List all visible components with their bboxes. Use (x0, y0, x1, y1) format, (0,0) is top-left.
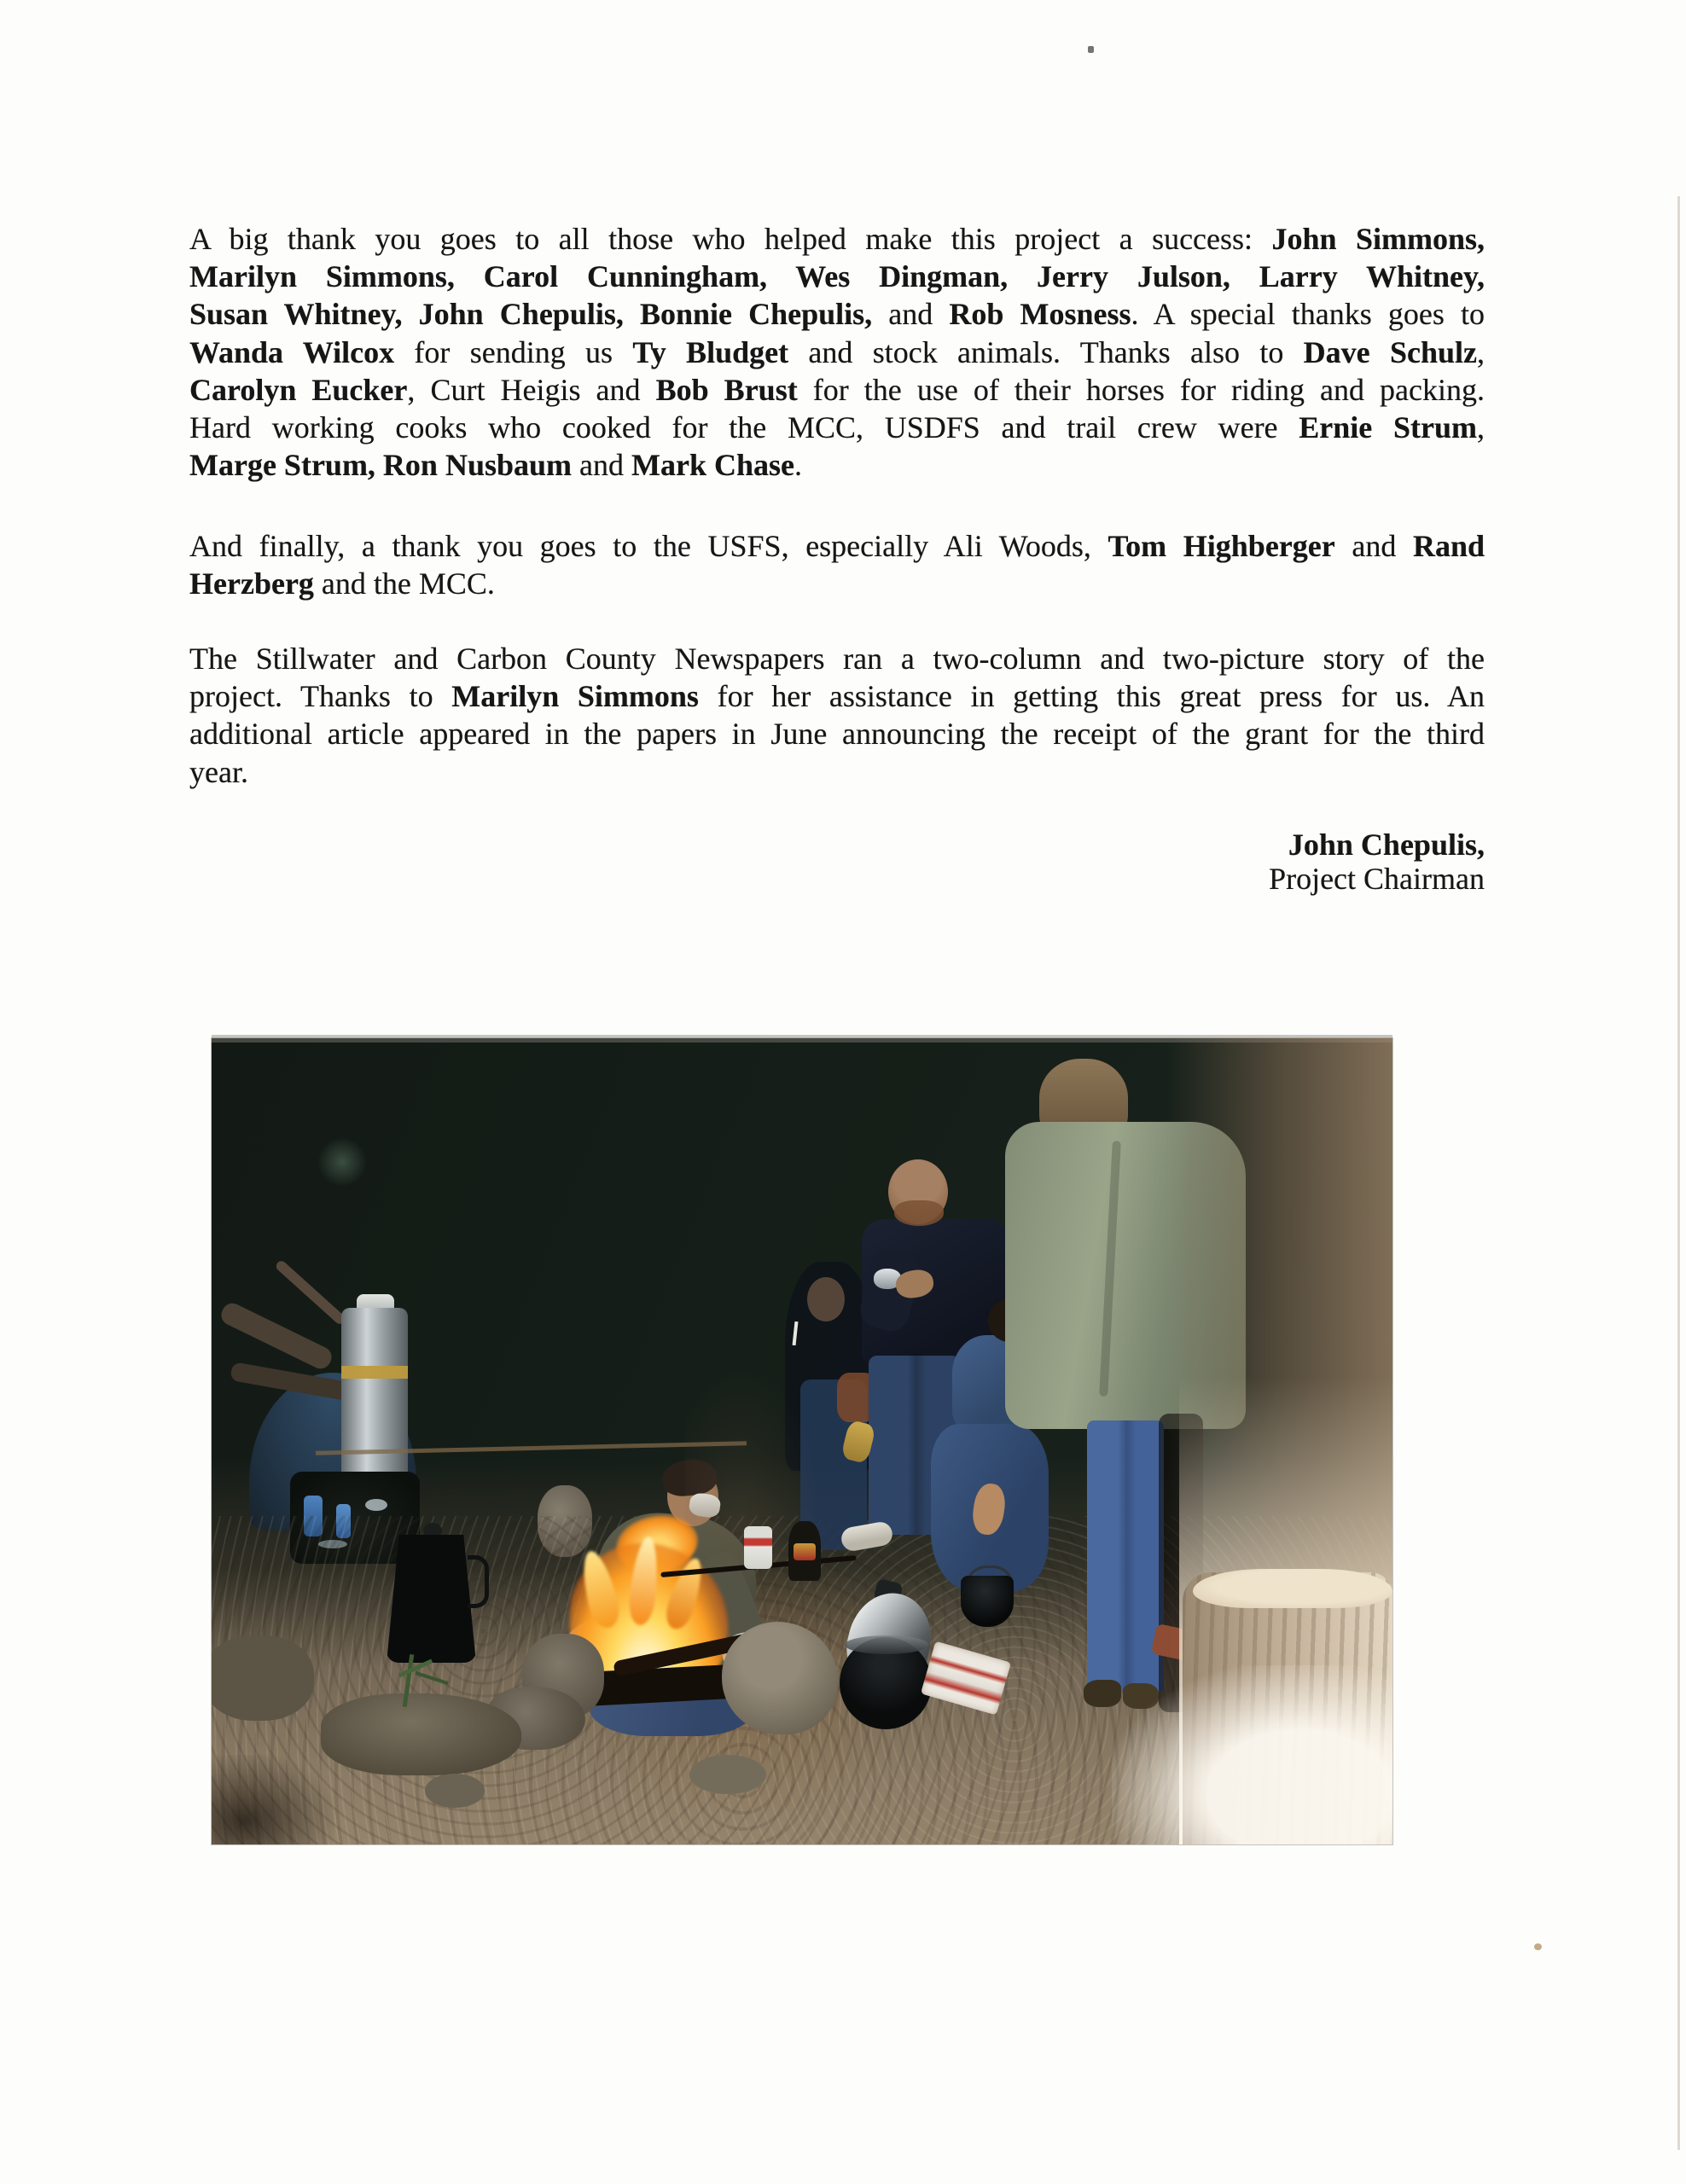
lens-flare-circle (317, 1137, 367, 1187)
text-line: Wanda Wilcox for sending us Ty Bludget and stock animals. Thanks also to Dave Schulz, (189, 334, 1485, 369)
small-stone (425, 1774, 485, 1808)
scan-edge-line (1677, 196, 1680, 2150)
newspaper-story-paragraph (189, 640, 1485, 791)
signature-name: John Chepulis, (1288, 828, 1485, 862)
text-line: A big thank you goes to all those who helped make this project a success: John Simmons, (189, 222, 1485, 256)
dark-corner-shadow (212, 1755, 334, 1844)
tree-stump-cut-top (1193, 1569, 1392, 1608)
beer-can (744, 1526, 772, 1569)
signature-block (189, 828, 1485, 896)
small-black-pot (961, 1576, 1014, 1627)
signature-title: Project Chairman (1269, 862, 1485, 896)
small-stone (689, 1755, 766, 1794)
standing-man-beard (894, 1200, 944, 1226)
campfire-photo (212, 1038, 1392, 1844)
bright-flare-blob (1112, 1665, 1392, 1844)
text-line: additional article appeared in the papers in June announcing the receipt of the grant for the third (189, 717, 1485, 752)
coffee-pot (387, 1535, 476, 1663)
foreground-rock (321, 1693, 521, 1775)
firewood-branch (274, 1259, 346, 1327)
usfs-thanks-paragraph (189, 527, 1485, 602)
text-line: project. Thanks to Marilyn Simmons for her assistance in getting this great press for us. An (189, 679, 1485, 714)
text-line: Marilyn Simmons, Carol Cunningham, Wes Dingman, Jerry Julson, Larry Whitney, (189, 259, 1485, 294)
scan-speck (1534, 1943, 1542, 1950)
text-line: Susan Whitney, John Chepulis, Bonnie Chepulis, and Rob Mosness. A special thanks goes to (189, 297, 1485, 332)
text-line: Carolyn Eucker, Curt Heigis and Bob Brust for the use of their horses for riding and packing. (189, 372, 1485, 407)
metal-glint (365, 1499, 387, 1511)
text-line: Marge Strum, Ron Nusbaum and Mark Chase. (189, 448, 802, 483)
fire-ring-rock (722, 1622, 838, 1734)
scan-speck (1088, 46, 1094, 53)
text-line: Hard working cooks who cooked for the MCC, USDFS and trail crew were Ernie Strum, (189, 410, 1485, 445)
acknowledgements-paragraph (189, 220, 1485, 484)
pot-rim-glint (845, 1635, 928, 1654)
background-figure-face (807, 1277, 845, 1321)
text-line: And finally, a thank you goes to the USFS, especially Ali Woods, Tom Highberger and Rand (189, 529, 1485, 563)
firewood-log (218, 1300, 334, 1373)
coffee-pot-handle (468, 1555, 489, 1608)
bottle-label (794, 1543, 816, 1560)
text-line: Herzberg and the MCC. (189, 566, 495, 601)
foreground-rock (212, 1635, 314, 1721)
text-line: year. (189, 754, 248, 789)
text-line: The Stillwater and Carbon County Newspapers ran a two-column and two-picture story of the (189, 642, 1485, 676)
lantern-band (341, 1366, 408, 1379)
